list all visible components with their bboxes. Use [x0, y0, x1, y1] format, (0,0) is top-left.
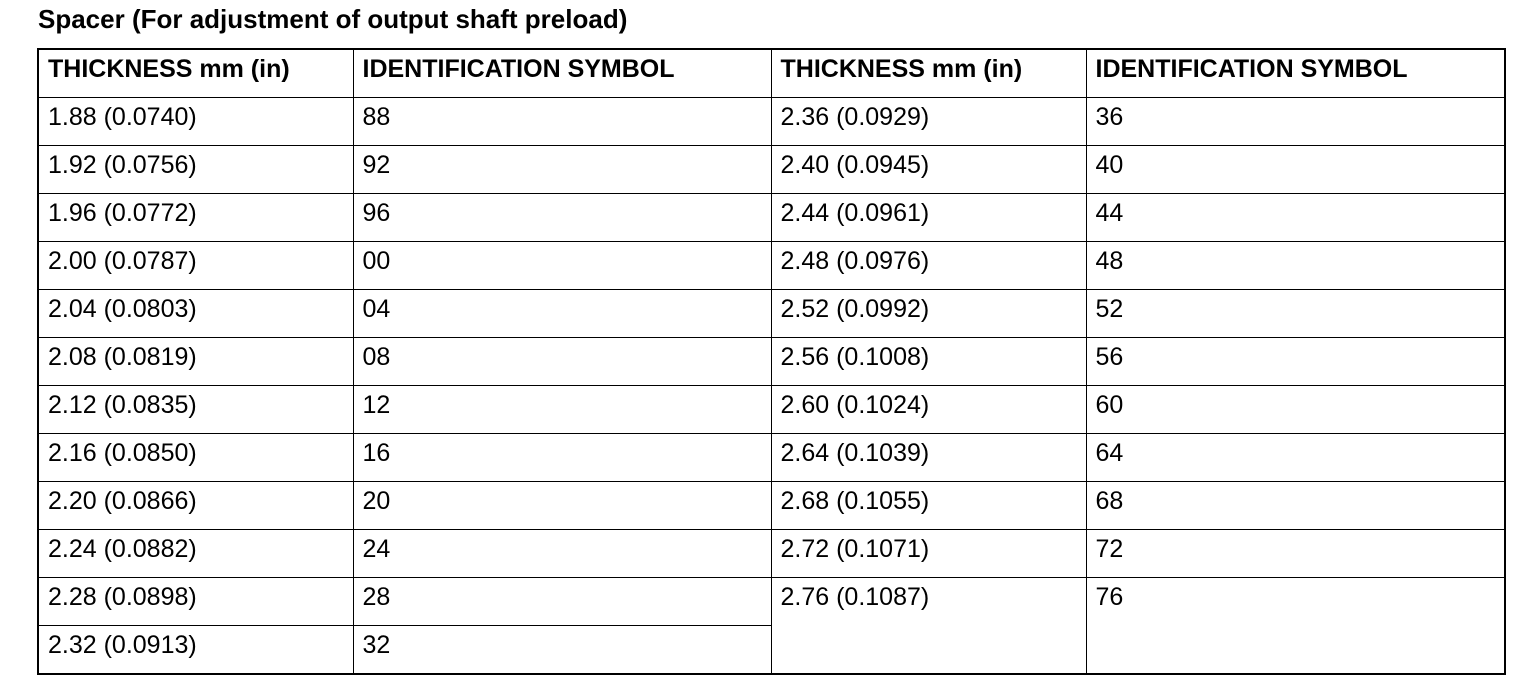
table-row [38, 482, 1505, 530]
symbol-cell: 56 [1086, 338, 1505, 386]
symbol-cell: 24 [353, 530, 771, 578]
symbol-cell: 48 [1086, 242, 1505, 290]
thickness-cell: 1.92 (0.0756) [38, 146, 353, 194]
table-header-row [38, 49, 1505, 98]
thickness-cell: 2.20 (0.0866) [38, 482, 353, 530]
symbol-cell: 40 [1086, 146, 1505, 194]
thickness-cell: 2.08 (0.0819) [38, 338, 353, 386]
thickness-cell: 2.44 (0.0961) [771, 194, 1086, 242]
thickness-cell: 1.96 (0.0772) [38, 194, 353, 242]
column-header-thickness: THICKNESS mm (in) [771, 49, 1086, 98]
symbol-cell: 20 [353, 482, 771, 530]
symbol-cell: 68 [1086, 482, 1505, 530]
table-row [38, 290, 1505, 338]
table-row [38, 386, 1505, 434]
thickness-cell: 2.76 (0.1087) [771, 578, 1086, 675]
table-row [38, 434, 1505, 482]
symbol-cell: 44 [1086, 194, 1505, 242]
symbol-cell: 00 [353, 242, 771, 290]
symbol-cell: 72 [1086, 530, 1505, 578]
page-title: Spacer (For adjustment of output shaft preload) [38, 4, 628, 34]
symbol-cell: 96 [353, 194, 771, 242]
thickness-cell: 2.12 (0.0835) [38, 386, 353, 434]
symbol-cell: 08 [353, 338, 771, 386]
spacer-thickness-table [37, 48, 1506, 675]
symbol-cell: 76 [1086, 578, 1505, 675]
symbol-cell: 12 [353, 386, 771, 434]
symbol-cell: 52 [1086, 290, 1505, 338]
thickness-cell: 2.36 (0.0929) [771, 98, 1086, 146]
thickness-cell: 2.00 (0.0787) [38, 242, 353, 290]
thickness-cell: 2.16 (0.0850) [38, 434, 353, 482]
table-row [38, 194, 1505, 242]
table-row [38, 578, 1505, 626]
thickness-cell: 2.32 (0.0913) [38, 626, 353, 675]
column-header-thickness: THICKNESS mm (in) [38, 49, 353, 98]
symbol-cell: 32 [353, 626, 771, 675]
table-row [38, 338, 1505, 386]
thickness-cell: 2.56 (0.1008) [771, 338, 1086, 386]
symbol-cell: 88 [353, 98, 771, 146]
symbol-cell: 64 [1086, 434, 1505, 482]
symbol-cell: 92 [353, 146, 771, 194]
table-row [38, 530, 1505, 578]
thickness-cell: 2.72 (0.1071) [771, 530, 1086, 578]
thickness-cell: 2.04 (0.0803) [38, 290, 353, 338]
thickness-cell: 2.28 (0.0898) [38, 578, 353, 626]
thickness-cell: 1.88 (0.0740) [38, 98, 353, 146]
thickness-cell: 2.68 (0.1055) [771, 482, 1086, 530]
column-header-identification-symbol: IDENTIFICATION SYMBOL [353, 49, 771, 98]
thickness-cell: 2.60 (0.1024) [771, 386, 1086, 434]
thickness-cell: 2.48 (0.0976) [771, 242, 1086, 290]
thickness-cell: 2.64 (0.1039) [771, 434, 1086, 482]
thickness-cell: 2.52 (0.0992) [771, 290, 1086, 338]
symbol-cell: 16 [353, 434, 771, 482]
symbol-cell: 36 [1086, 98, 1505, 146]
table-row [38, 98, 1505, 146]
thickness-cell: 2.24 (0.0882) [38, 530, 353, 578]
symbol-cell: 60 [1086, 386, 1505, 434]
table-row [38, 146, 1505, 194]
table-row [38, 242, 1505, 290]
column-header-identification-symbol: IDENTIFICATION SYMBOL [1086, 49, 1505, 98]
symbol-cell: 04 [353, 290, 771, 338]
symbol-cell: 28 [353, 578, 771, 626]
thickness-cell: 2.40 (0.0945) [771, 146, 1086, 194]
